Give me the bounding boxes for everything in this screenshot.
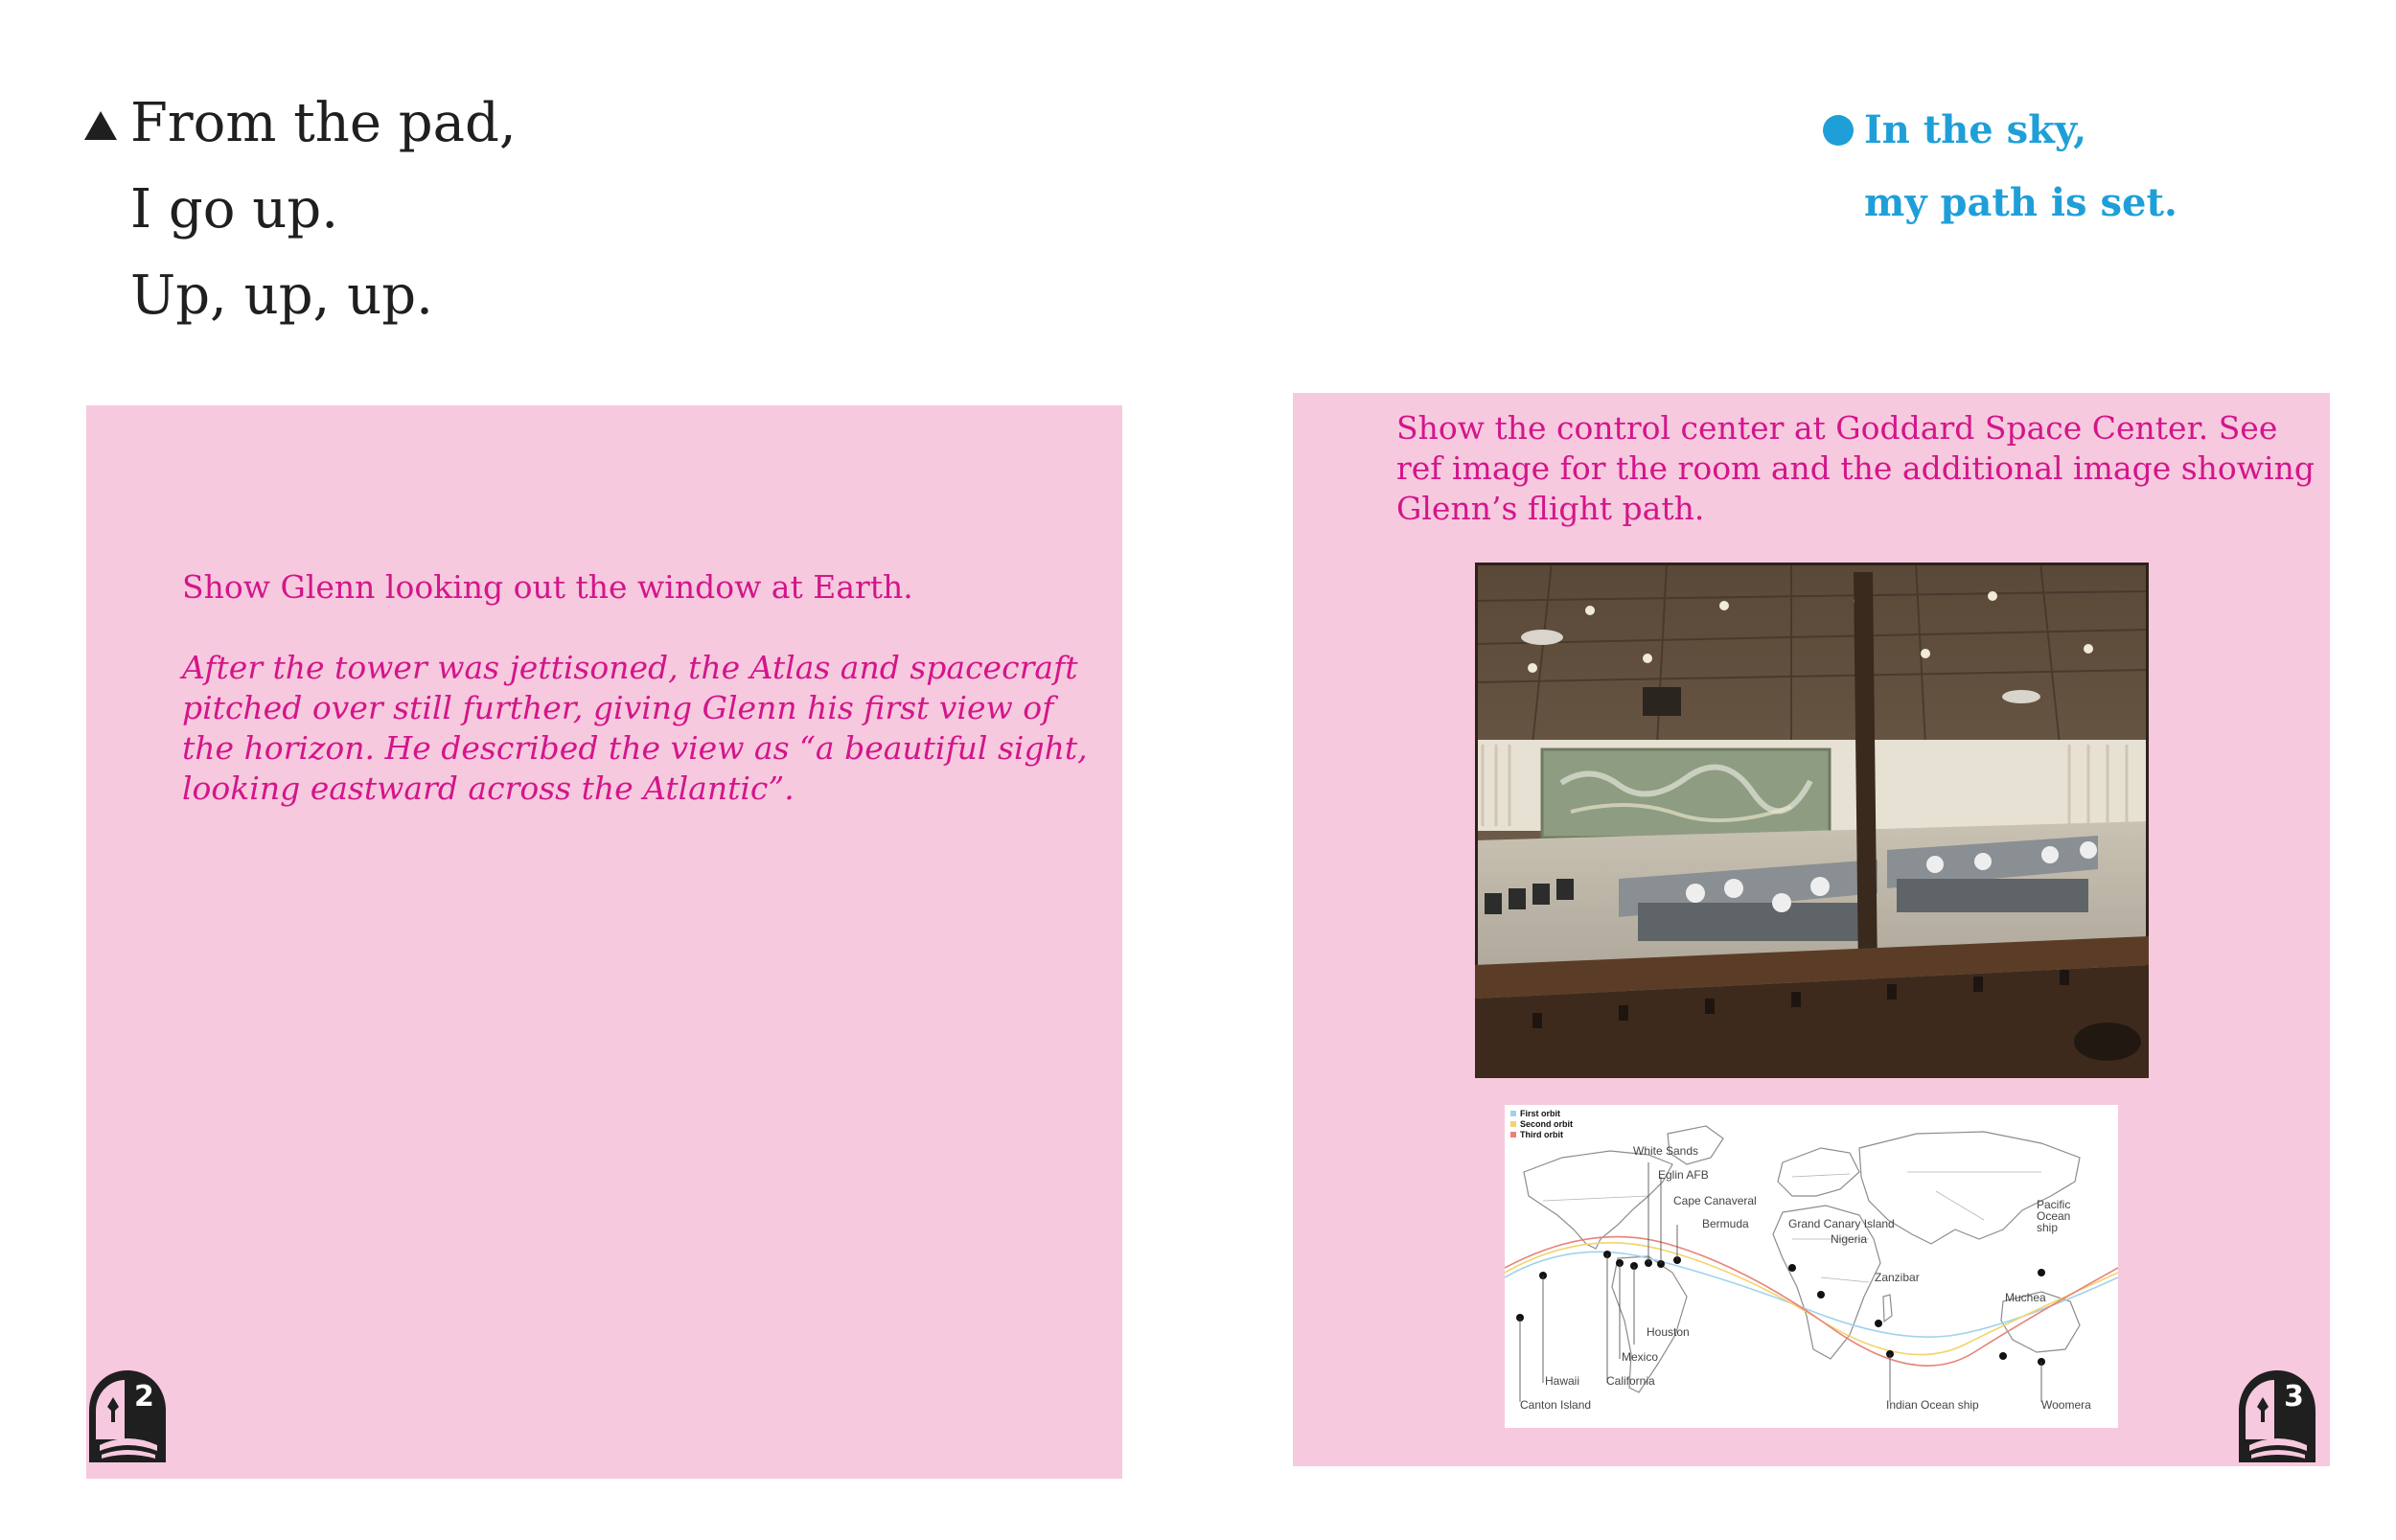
note-line-2: ref image for the room and the additional image showing	[1396, 449, 2315, 487]
label-white-sands: White Sands	[1633, 1144, 1699, 1158]
label-muchea: Muchea	[2005, 1291, 2046, 1304]
left-art-note: Show Glenn looking out the window at Earth.	[182, 568, 913, 606]
label-nigeria: Nigeria	[1831, 1232, 1868, 1246]
label-indian-ocean-ship: Indian Ocean ship	[1886, 1398, 1979, 1412]
label-canton-island: Canton Island	[1520, 1398, 1592, 1412]
control-room-photo	[1475, 563, 2149, 1078]
label-pacific: Pacific	[2037, 1198, 2071, 1211]
astronaut-helmet-icon	[86, 1368, 169, 1462]
left-illustration-placeholder	[86, 405, 1122, 1479]
legend-first-orbit: First orbit	[1520, 1109, 1560, 1118]
legend-second-orbit: Second orbit	[1520, 1119, 1574, 1129]
label-woomera: Woomera	[2041, 1398, 2091, 1412]
page-number-right: 3	[2284, 1380, 2304, 1414]
page-number-left: 2	[134, 1380, 154, 1414]
flight-path-map	[1505, 1105, 2118, 1428]
right-art-note	[1396, 408, 2315, 529]
label-cape-canaveral: Cape Canaveral	[1673, 1194, 1757, 1207]
legend-swatch-2	[1510, 1121, 1516, 1127]
note-line-3: Glenn’s flight path.	[1396, 490, 1705, 527]
label-eglin-afb: Eglin AFB	[1658, 1168, 1709, 1182]
legend-swatch-1	[1510, 1111, 1516, 1116]
label-houston: Houston	[1647, 1325, 1690, 1339]
label-ship: ship	[2037, 1221, 2059, 1234]
legend-swatch-3	[1510, 1132, 1516, 1138]
label-ocean: Ocean	[2037, 1209, 2071, 1223]
verse-line-1: In the sky,	[1864, 107, 2087, 152]
verse-line-3: Up, up, up.	[130, 264, 433, 327]
label-california: California	[1606, 1374, 1655, 1388]
verse-line-2: I go up.	[130, 178, 338, 241]
label-zanzibar: Zanzibar	[1875, 1271, 1920, 1284]
left-art-note-quote	[182, 648, 1088, 809]
label-hawaii: Hawaii	[1545, 1374, 1580, 1388]
quote-line-4: looking eastward across the Atlantic”.	[182, 770, 795, 807]
quote-line-2: pitched over still further, giving Glenn his first view of	[182, 689, 1054, 726]
note-line-1: Show the control center at Goddard Space Center. See	[1396, 409, 2278, 447]
legend-third-orbit: Third orbit	[1520, 1130, 1563, 1139]
verse-line-1: From the pad,	[130, 92, 517, 154]
label-grand-canary-island: Grand Canary Island	[1788, 1217, 1895, 1230]
label-mexico: Mexico	[1622, 1350, 1659, 1364]
label-bermuda: Bermuda	[1702, 1217, 1749, 1230]
verse-line-2: my path is set.	[1864, 180, 2177, 225]
triangle-bullet-icon	[84, 111, 117, 140]
circle-bullet-icon	[1823, 115, 1854, 146]
quote-line-3: the horizon. He described the view as “a beautiful sight,	[182, 729, 1088, 767]
astronaut-helmet-icon	[2236, 1368, 2318, 1462]
quote-line-1: After the tower was jettisoned, the Atlas and spacecraft	[182, 649, 1078, 686]
